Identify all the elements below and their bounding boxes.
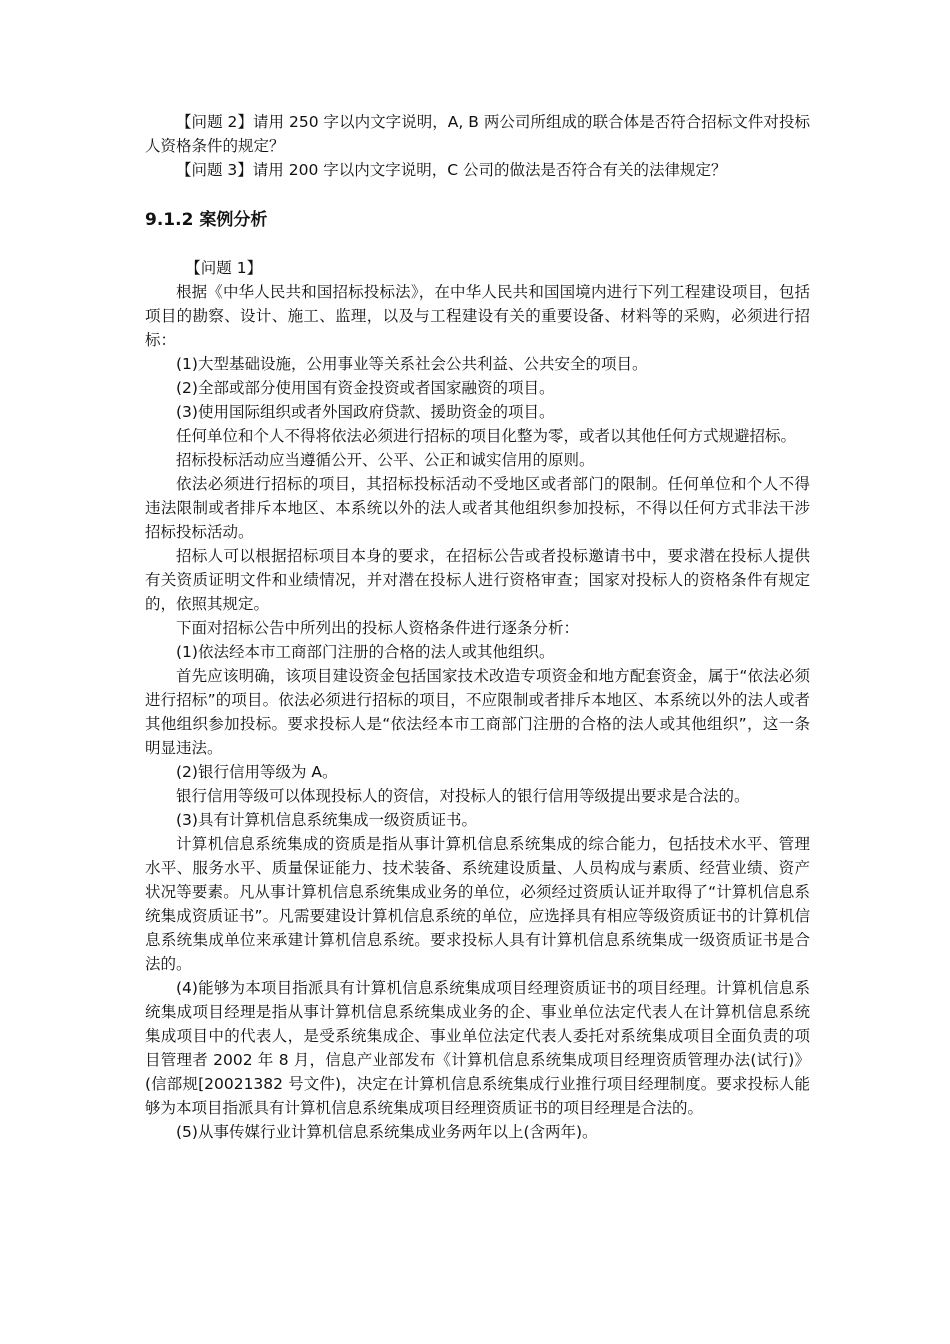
- paragraph: 招标投标活动应当遵循公开、公平、公正和诚实信用的原则。: [176, 451, 595, 469]
- list-item: (5)从事传媒行业计算机信息系统集成业务两年以上(含两年)。: [176, 1123, 598, 1141]
- paragraph: 根据《中华人民共和国招标投标法》，在中华人民共和国国境内进行下列工程建设项目，包括项目的勘察、设计、施工、监理，以及与工程建设有关的重要设备、材料等的采购，必须进行招标：: [145, 283, 810, 349]
- list-item: (3)具有计算机信息系统集成一级资质证书。: [176, 811, 477, 829]
- question-3: 【问题 3】请用 200 字以内文字说明，C 公司的做法是否符合有关的法律规定？: [176, 161, 727, 179]
- section-heading: 9.1.2 案例分析: [145, 210, 268, 230]
- paragraph: 下面对招标公告中所列出的投标人资格条件进行逐条分析：: [176, 619, 580, 637]
- list-item: (3)使用国际组织或者外国政府贷款、援助资金的项目。: [176, 403, 555, 421]
- list-item: (2)银行信用等级为 A。: [176, 763, 338, 781]
- question-1-label: 【问题 1】: [185, 259, 263, 277]
- list-item: (4)能够为本项目指派具有计算机信息系统集成项目经理资质证书的项目经理。计算机信息系统集成项目经理是指从事计算机信息系统集成业务的企、事业单位法定代表人在计算机信息系统集成项目中的代表人，是受系统集成企、事业单位法定代表人委托对系统集成项目全面负责的项目管理者 2002 年 8 月，信息产业部发布《计算机信息系统集成项目经理资质管理办法(试行)》(信部规[20021382 号文件)，决定在计算机信息系统集成行业推行项目经理制度。要求投标人能够为本项目指派具有计算机信息系统集成项目经理资质证书的项目经理是合法的。: [145, 979, 810, 1117]
- paragraph: 首先应该明确，该项目建设资金包括国家技术改造专项资金和地方配套资金，属于“依法必须进行招标”的项目。依法必须进行招标的项目，不应限制或者排斥本地区、本系统以外的法人或者其他组织参加投标。要求投标人是“依法经本市工商部门注册的合格的法人或其他组织”，这一条明显违法。: [145, 667, 810, 757]
- list-item: (2)全部或部分使用国有资金投资或者国家融资的项目。: [176, 379, 555, 397]
- paragraph: 任何单位和个人不得将依法必须进行招标的项目化整为零，或者以其他任何方式规避招标。: [176, 427, 797, 445]
- paragraph: 计算机信息系统集成的资质是指从事计算机信息系统集成的综合能力，包括技术水平、管理水平、服务水平、质量保证能力、技术装备、系统建设质量、人员构成与素质、经营业绩、资产状况等要素。凡从事计算机信息系统集成业务的单位，必须经过资质认证并取得了“计算机信息系统集成资质证书”。凡需要建设计算机信息系统的单位，应选择具有相应等级资质证书的计算机信息系统集成单位来承建计算机信息系统。要求投标人具有计算机信息系统集成一级资质证书是合法的。: [145, 835, 810, 973]
- paragraph: 招标人可以根据招标项目本身的要求，在招标公告或者投标邀请书中，要求潜在投标人提供有关资质证明文件和业绩情况，并对潜在投标人进行资格审查；国家对投标人的资格条件有规定的，依照其规定。: [145, 547, 810, 613]
- list-item: (1)大型基础设施，公用事业等关系社会公共利益、公共安全的项目。: [176, 355, 648, 373]
- paragraph: 银行信用等级可以体现投标人的资信，对投标人的银行信用等级提出要求是合法的。: [176, 787, 750, 805]
- list-item: (1)依法经本市工商部门注册的合格的法人或其他组织。: [176, 643, 555, 661]
- document-page: [145, 110, 810, 1144]
- question-2: 【问题 2】请用 250 字以内文字说明，A, B 两公司所组成的联合体是否符合招标文件对投标人资格条件的规定？: [145, 113, 810, 155]
- paragraph: 依法必须进行招标的项目，其招标投标活动不受地区或者部门的限制。任何单位和个人不得违法限制或者排斥本地区、本系统以外的法人或者其他组织参加投标，不得以任何方式非法干涉招标投标活动。: [145, 475, 810, 541]
